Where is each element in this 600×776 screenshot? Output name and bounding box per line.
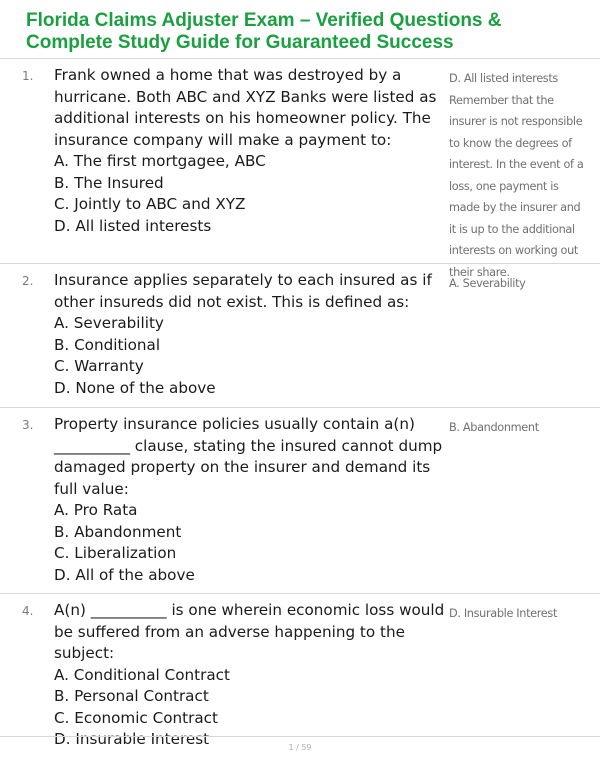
- correct-answer: A. Severability: [449, 277, 526, 290]
- answer-column: [449, 417, 589, 439]
- question-stem: Frank owned a home that was destroyed by a hurricane. Both ABC and XYZ Banks were listed as additional interests on his homeowner policy. The insurance company will make a payment to:: [54, 66, 437, 149]
- page-number: 1 / 59: [288, 743, 312, 752]
- question-body: [54, 414, 446, 586]
- question-item: [0, 263, 600, 408]
- correct-answer: D. All listed interests: [449, 72, 558, 85]
- answer-option: D. All listed interests: [54, 216, 212, 235]
- footer-divider: [0, 736, 600, 737]
- correct-answer: D. Insurable Interest: [449, 607, 558, 620]
- question-number: 1.: [22, 69, 34, 83]
- answer-option: B. Personal Contract: [54, 687, 209, 705]
- answer-option: D. None of the above: [54, 378, 216, 397]
- question-body: [54, 65, 446, 237]
- answer-option: B. Conditional: [54, 335, 161, 354]
- answer-option: C. Jointly to ABC and XYZ: [54, 195, 246, 213]
- question-number: 4.: [22, 604, 34, 618]
- answer-option: B. Abandonment: [54, 522, 182, 541]
- question-number: 2.: [22, 274, 34, 288]
- answer-option: A. The first mortgagee, ABC: [54, 152, 266, 170]
- answer-option: C. Warranty: [54, 357, 144, 375]
- document-title: Florida Claims Adjuster Exam – Verified Questions & Complete Study Guide for Guaranteed Success: [26, 10, 502, 53]
- answer-column: [449, 273, 589, 295]
- question-stem: Property insurance policies usually contain a(n) __________ clause, stating the insured cannot dump damaged property on the insurer and demand its full value:: [54, 415, 443, 498]
- answer-option: B. The Insured: [54, 173, 164, 192]
- answer-column: [449, 603, 589, 625]
- question-body: [54, 270, 446, 399]
- answer-option: A. Conditional Contract: [54, 665, 230, 684]
- answer-option: A. Severability: [54, 314, 164, 332]
- question-stem: A(n) __________ is one wherein economic loss would be suffered from an adverse happening to the subject:: [54, 601, 445, 662]
- correct-answer: B. Abandonment: [449, 421, 539, 434]
- answer-option: C. Economic Contract: [54, 708, 218, 727]
- answer-option: C. Liberalization: [54, 544, 177, 562]
- question-item: [0, 407, 600, 594]
- question-number: 3.: [22, 418, 34, 432]
- answer-option: D. Insurable Interest: [54, 730, 210, 748]
- question-stem: Insurance applies separately to each insured as if other insureds did not exist. This is defined as:: [54, 271, 432, 311]
- answer-option: A. Pro Rata: [54, 501, 138, 519]
- answer-explanation: Remember that the insurer is not responsible to know the degrees of interest. In the event of a loss, one payment is made by the insurer and it is up to the additional interests on working out their share.: [449, 93, 584, 279]
- answer-column: [449, 68, 589, 283]
- answer-option: D. All of the above: [54, 565, 195, 584]
- question-body: [54, 600, 446, 751]
- question-item: [0, 58, 600, 279]
